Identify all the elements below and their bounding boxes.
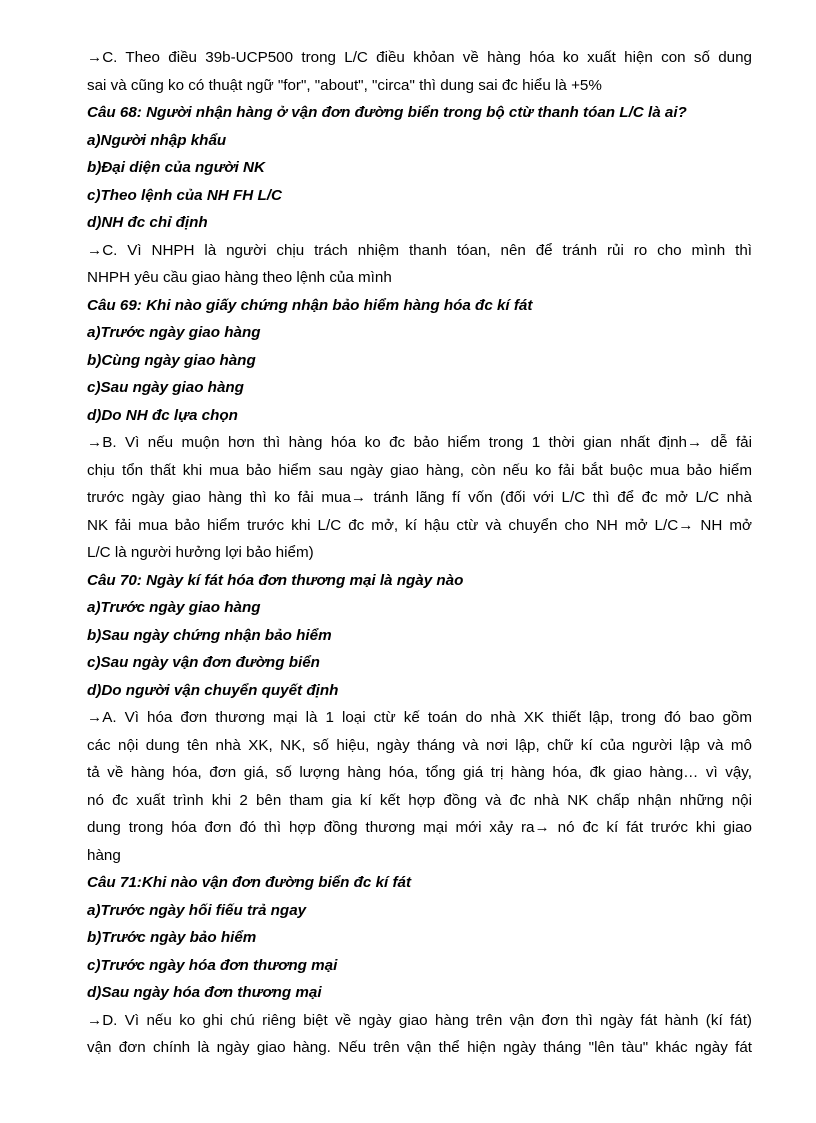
answer-text-line: →A. Vì hóa đơn thương mại là 1 loại ctừ kế toán do nhà XK thiết lập, trong đó bao gồm (87, 709, 752, 726)
answer-text-line: sai và cũng ko có thuật ngữ "for", "about", "circa" thì dung sai đc hiểu là +5% (87, 76, 602, 94)
answer-text-line: →C. Theo điều 39b-UCP500 trong L/C điều khỏan về hàng hóa ko xuất hiện con số dung (87, 49, 752, 66)
answer-text-line: trước ngày giao hàng thì ko fải mua→ tránh lãng fí vốn (đối với L/C thì để đc mở L/C nhà (87, 489, 752, 506)
answer-option: b)Cùng ngày giao hàng (87, 351, 256, 369)
answer-option: a)Trước ngày giao hàng (87, 324, 261, 341)
answer-text-line: tả về hàng hóa, đơn giá, số lượng hàng hóa, tổng giá trị hàng hóa, đk giao hàng… vì vậy, (87, 764, 752, 781)
question-heading: Câu 70: Ngày kí fát hóa đơn thương mại là ngày nào (87, 571, 464, 589)
answer-option: b)Sau ngày chứng nhận bảo hiểm (87, 626, 332, 644)
answer-option: c)Sau ngày vận đơn đường biển (87, 654, 320, 671)
answer-text-line: vận đơn chính là ngày giao hàng. Nếu trên vận thể hiện ngày tháng "lên tàu" khác ngày fát (87, 1039, 752, 1056)
answer-option: b)Trước ngày bảo hiểm (87, 929, 257, 946)
document-page (87, 44, 752, 1062)
answer-text-line: NK fải mua bảo hiểm trước khi L/C đc mở, kí hậu ctừ và chuyển cho NH mở L/C→ NH mở (87, 516, 752, 534)
answer-option: d)NH đc chỉ định (87, 214, 208, 231)
answer-text-line: NHPH yêu cầu giao hàng theo lệnh của mình (87, 269, 392, 286)
answer-option: b)Đại diện của người NK (87, 159, 265, 176)
answer-option: d)Sau ngày hóa đơn thương mại (87, 984, 322, 1001)
answer-text-line: hàng (87, 846, 121, 864)
answer-option: d)Do người vận chuyển quyết định (87, 681, 339, 699)
answer-option: a)Trước ngày giao hàng (87, 599, 261, 616)
answer-text-line: chịu tổn thất khi mua bảo hiểm sau ngày giao hàng, còn nếu ko fải bắt buộc mua bảo hiểm (87, 461, 752, 479)
answer-text-line: nó đc xuất trình khi 2 bên tham gia kí kết hợp đồng và đc nhà NK chấp nhận những nội (87, 791, 752, 809)
answer-option: c)Sau ngày giao hàng (87, 379, 244, 396)
question-heading: Câu 68: Người nhận hàng ở vận đơn đường biển trong bộ ctừ thanh tóan L/C là ai? (87, 104, 687, 121)
answer-text-line: các nội dung tên nhà XK, NK, số hiệu, ngày tháng và nơi lập, chữ kí của người lập và mô (87, 736, 752, 754)
answer-text-line: →D. Vì nếu ko ghi chú riêng biệt về ngày giao hàng trên vận đơn thì ngày fát hành (kí fát) (87, 1011, 752, 1029)
question-heading: Câu 69: Khi nào giấy chứng nhận bảo hiểm hàng hóa đc kí fát (87, 296, 533, 314)
answer-text-line: →C. Vì NHPH là người chịu trách nhiệm thanh tóan, nên để tránh rủi ro cho mình thì (87, 241, 752, 259)
answer-option: d)Do NH đc lựa chọn (87, 406, 238, 424)
answer-text-line: dung trong hóa đơn đó thì hợp đồng thương mại mới xảy ra→ nó đc kí fát trước khi giao (87, 819, 752, 836)
answer-option: a)Trước ngày hối fiếu trả ngay (87, 901, 307, 919)
answer-option: a)Người nhập khẩu (87, 131, 227, 149)
answer-text-line: L/C là người hưởng lợi bảo hiểm) (87, 544, 314, 561)
answer-option: c)Theo lệnh của NH FH L/C (87, 186, 282, 204)
question-heading: Câu 71:Khi nào vận đơn đường biển đc kí fát (87, 874, 412, 891)
answer-option: c)Trước ngày hóa đơn thương mại (87, 956, 338, 974)
answer-text-line: →B. Vì nếu muộn hơn thì hàng hóa ko đc bảo hiểm trong 1 thời gian nhất định→ dễ fải (87, 434, 752, 451)
